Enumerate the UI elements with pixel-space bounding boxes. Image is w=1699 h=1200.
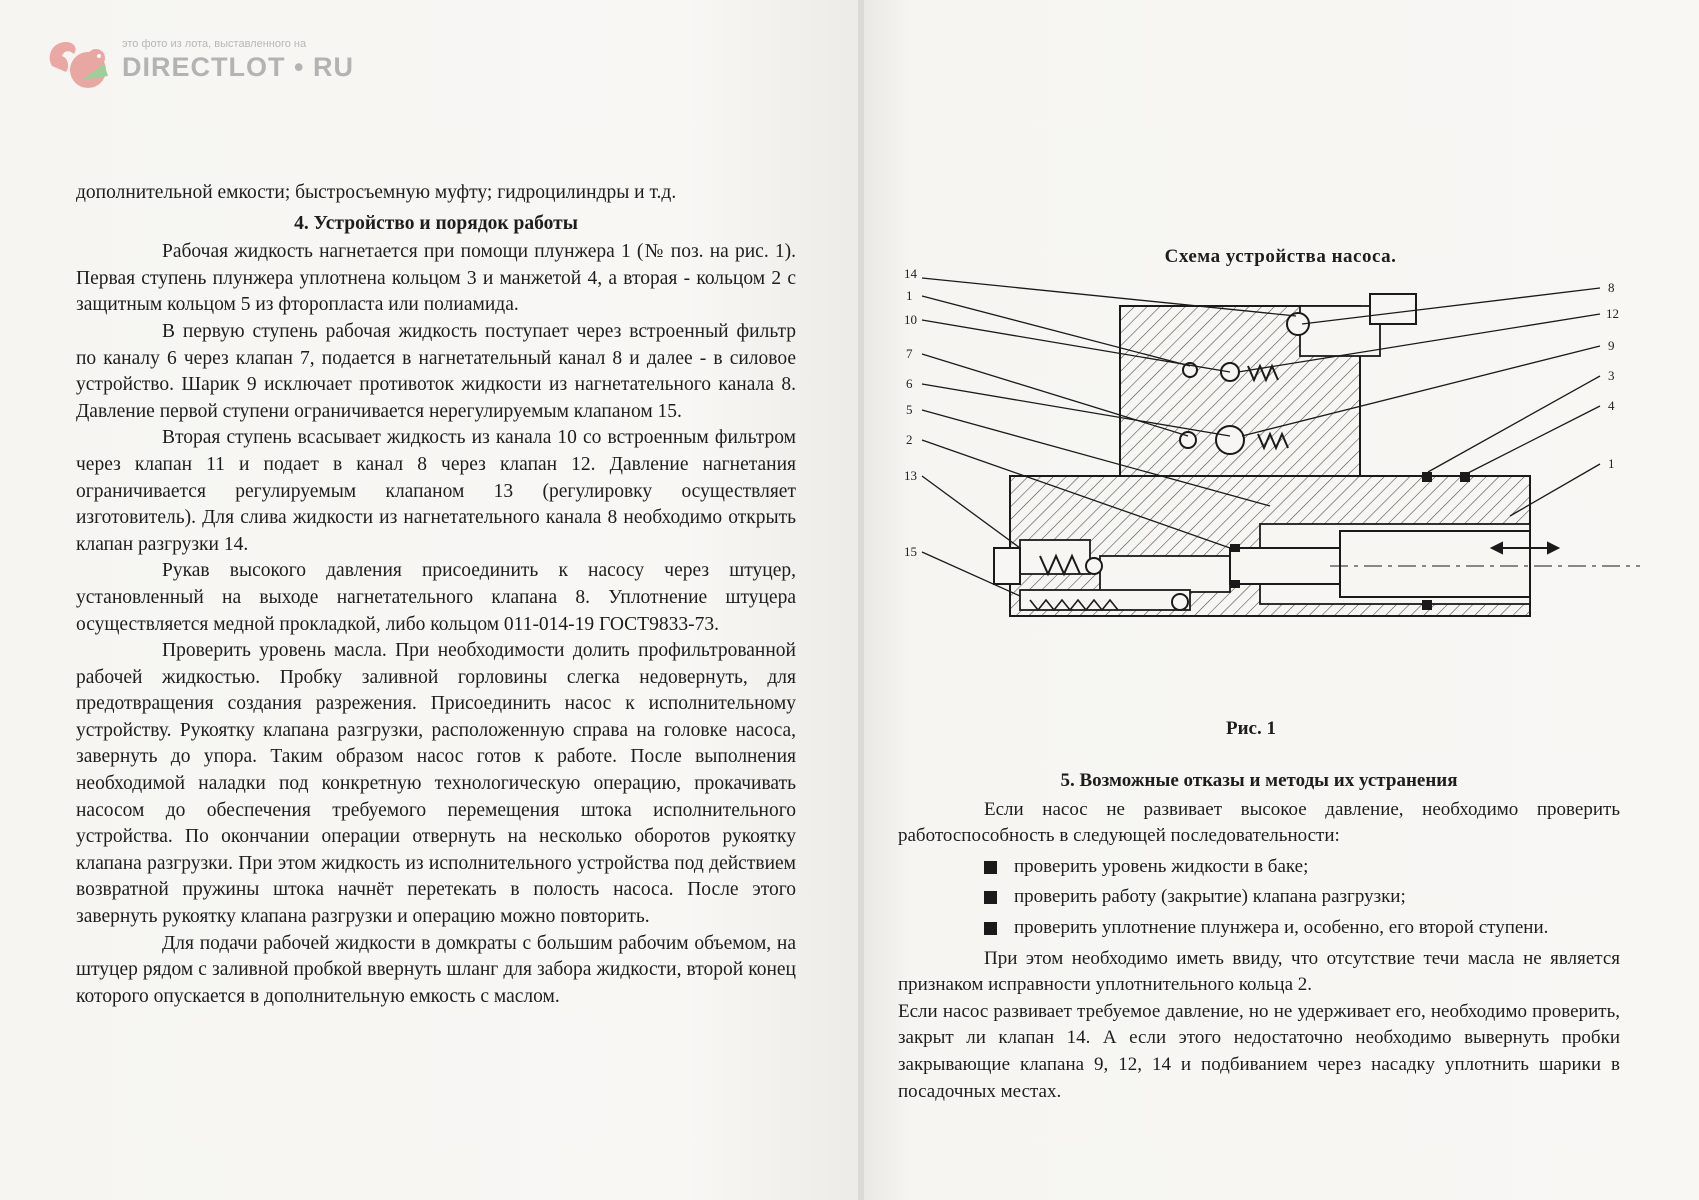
label-3: 3 xyxy=(1608,368,1615,383)
paragraph: При этом необходимо иметь ввиду, что отсутствие течи масла не является признаком исправности уплотнительного кольца 2. xyxy=(898,947,1620,996)
list-item: проверить работу (закрытие) клапана разгрузки; xyxy=(984,884,1620,911)
paragraph: Если насос развивает требуемое давление, но не удерживает его, необходимо проверить, закрыт ли клапан 14. А если этого недостаточно необходимо вывернуть пробки закрывающие клапана 9, 12, 14 и подбиванием через насадку уплотнить шарики в посадочных местах. xyxy=(898,1000,1620,1102)
seal-ring-3-lower xyxy=(1422,600,1432,610)
label-13: 13 xyxy=(904,468,917,483)
figure-title: Схема устройства насоса. xyxy=(1164,246,1397,267)
square-bullet-icon xyxy=(984,891,997,904)
second-stage-bore xyxy=(1100,556,1230,592)
directlot-watermark xyxy=(44,34,364,94)
right-text-column xyxy=(898,768,1620,1105)
seal-ring-5 xyxy=(1230,580,1240,588)
figure-caption: Рис. 1 xyxy=(1226,718,1276,739)
ball-valve-9 xyxy=(1216,426,1244,454)
adjust-screw xyxy=(994,548,1020,584)
cuff-4 xyxy=(1460,472,1470,482)
paragraph: Рабочая жидкость нагнетается при помощи плунжера 1 (№ поз. на рис. 1). Первая ступень плунжера уплотнена кольцом 3 и манжетой 4, а вторая - кольцом 2 с защитным кольцом 5 из фторопласта или полиамида. xyxy=(76,241,796,316)
paragraph: Проверить уровень масла. При необходимости долить профильтрованной рабочей жидкостью. Пробку заливной горловины слегка недовернуть, для предотвращения создания разрежения. Присоединить насос к исполнительному устройству. Рукоятку клапана разгрузки, расположенную справа на головке насоса, завернуть до упора. Таким образом насос готов к работе. После выполнения необходимой наладки под конкретную технологическую операцию, прокачивать насосом до обеспечения требуемого перемещения штока исполнительного устройства. По окончании операции отвернуть на несколько оборотов рукоятку клапана разгрузки. При этом жидкость из исполнительного устройства под действием возвратной пружины штока начнёт перетекать в полость насоса. После этого завернуть рукоятку клапана разгрузки и операцию можно повторить. xyxy=(76,640,796,928)
left-text-column xyxy=(76,180,796,1010)
label-6: 6 xyxy=(906,376,913,391)
section-5-heading: 5. Возможные отказы и методы их устранения xyxy=(1060,770,1458,791)
paragraph: В первую ступень рабочая жидкость поступает через встроенный фильтр по каналу 6 через клапан 7, подается в нагнетательный канал 8 и далее - в силовое устройство. Шарик 9 исключает противоток жидкости из нагнетательного канала 8. Давление первой ступени ограничивается нерегулируемым клапаном 15. xyxy=(76,320,796,422)
label-12: 12 xyxy=(1606,306,1619,321)
section-4-heading: 4. Устройство и порядок работы xyxy=(294,212,578,234)
ball-valve-13 xyxy=(1086,558,1102,574)
ball-valve-15 xyxy=(1172,594,1188,610)
book-spine xyxy=(858,0,864,1200)
seal-ring-3 xyxy=(1422,472,1432,482)
relief-screw-14 xyxy=(1370,294,1416,324)
square-bullet-icon xyxy=(984,922,997,935)
paragraph: дополнительной емкости; быстросъемную муфту; гидроцилиндры и т.д. xyxy=(76,182,677,203)
label-2: 2 xyxy=(906,432,913,447)
list-item: проверить уплотнение плунжера и, особенно, его второй ступени. xyxy=(984,915,1620,942)
label-9: 9 xyxy=(1608,338,1615,353)
seal-ring-2 xyxy=(1230,544,1240,552)
watermark-caption: это фото из лота, выставленного на xyxy=(122,38,307,50)
valve-8-port xyxy=(1300,306,1380,356)
square-bullet-icon xyxy=(984,861,997,874)
check-list xyxy=(898,854,1620,942)
paragraph: Для подачи рабочей жидкости в домкраты с большим рабочим объемом, на штуцер рядом с заливной пробкой ввернуть шланг для забора жидкости, второй конец которого опускается в дополнительную емкость с маслом. xyxy=(76,932,796,1007)
label-8: 8 xyxy=(1608,280,1615,295)
label-1: 1 xyxy=(906,288,913,303)
pump-schematic xyxy=(900,266,1660,706)
list-item: проверить уровень жидкости в баке; xyxy=(984,854,1620,881)
paragraph: Если насос не развивает высокое давление, необходимо проверить работоспособность в следующей последовательности: xyxy=(898,798,1620,847)
label-15: 15 xyxy=(904,544,917,559)
label-10: 10 xyxy=(904,312,917,327)
label-5: 5 xyxy=(906,402,913,417)
squirrel-logo-icon xyxy=(44,36,114,92)
watermark-brand: DIRECTLOT • RU xyxy=(122,52,354,82)
label-1-right: 1 xyxy=(1608,456,1615,471)
paragraph: Вторая ступень всасывает жидкость из канала 10 со встроенным фильтром через клапан 11 и подает в канал 8 через клапан 12. Давление нагнетания ограничивается регулируемым клапаном 13 (регулировку осуществляет изготовитель). Для слива жидкости из нагнетательного канала 8 необходимо открыть клапан разгрузки 14. xyxy=(76,427,796,555)
label-4: 4 xyxy=(1608,398,1615,413)
label-14: 14 xyxy=(904,266,917,281)
label-7: 7 xyxy=(906,346,913,361)
paragraph: Рукав высокого давления присоединить к насосу через штуцер, установленный на выходе нагнетательного клапана 8. Уплотнение штуцера осуществляется медной прокладкой, либо кольцом 011-014-19 ГОСТ9833-73. xyxy=(76,560,796,635)
